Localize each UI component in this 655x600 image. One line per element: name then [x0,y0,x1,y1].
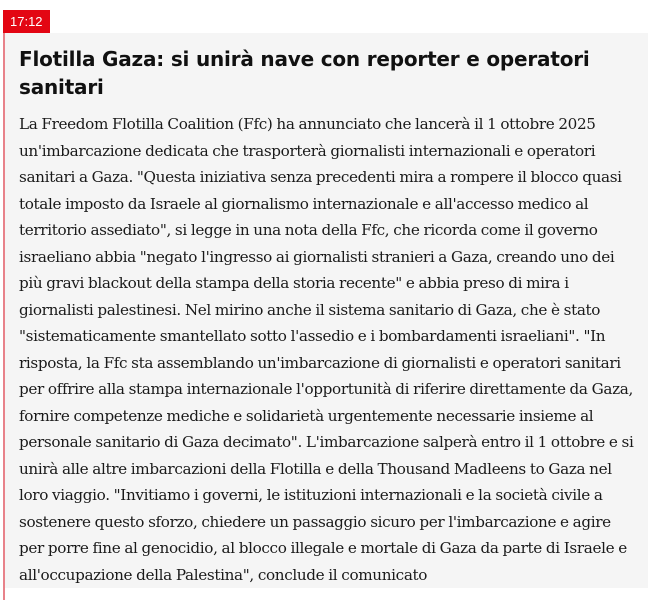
entry-card [5,33,648,588]
entry-title: Flotilla Gaza: si unirà nave con reporter e operatori sanitari [19,47,590,99]
entry-body: La Freedom Flotilla Coalition (Ffc) ha annunciato che lancerà il 1 ottobre 2025 un'imbarcazione dedicata che trasporterà giornalisti internazionali e operatori sanitari a Gaza. "Questa iniziativa senza precedenti mira a rompere il blocco quasi totale imposto da Israele al giornalismo internazionale e all'accesso medico al territorio assediato", si legge in una nota della Ffc, che ricorda come il governo israeliano abbia "negato l'ingresso ai giornalisti stranieri a Gaza, creando uno dei più gravi blackout della stampa della storia recente" e abbia preso di mira i giornalisti palestinesi. Nel mirino anche il sistema sanitario di Gaza, che è stato "sistematicamente smantellato sotto l'assedio e i bombardamenti israeliani". "In risposta, la Ffc sta assemblando un'imbarcazione di giornalisti e operatori sanitari per offrire alla stampa internazionale l'opportunità di riferire direttamente da Gaza, fornire competenze mediche e solidarietà urgentemente necessarie insieme al personale sanitario di Gaza decimato". L'imbarcazione salperà entro il 1 ottobre e si unirà alle altre imbarcazioni della Flotilla e della Thousand Madleens to Gaza nel loro viaggio. "Invitiamo i governi, le istituzioni internazionali e la società civile a sostenere questo sforzo, chiedere un passaggio sicuro per l'imbarcazione e agire per porre fine al genocidio, al blocco illegale e mortale di Gaza da parte di Israele e all'occupazione della Palestina", conclude il comunicato [19,115,634,584]
time-badge: 17:12 [3,10,50,33]
